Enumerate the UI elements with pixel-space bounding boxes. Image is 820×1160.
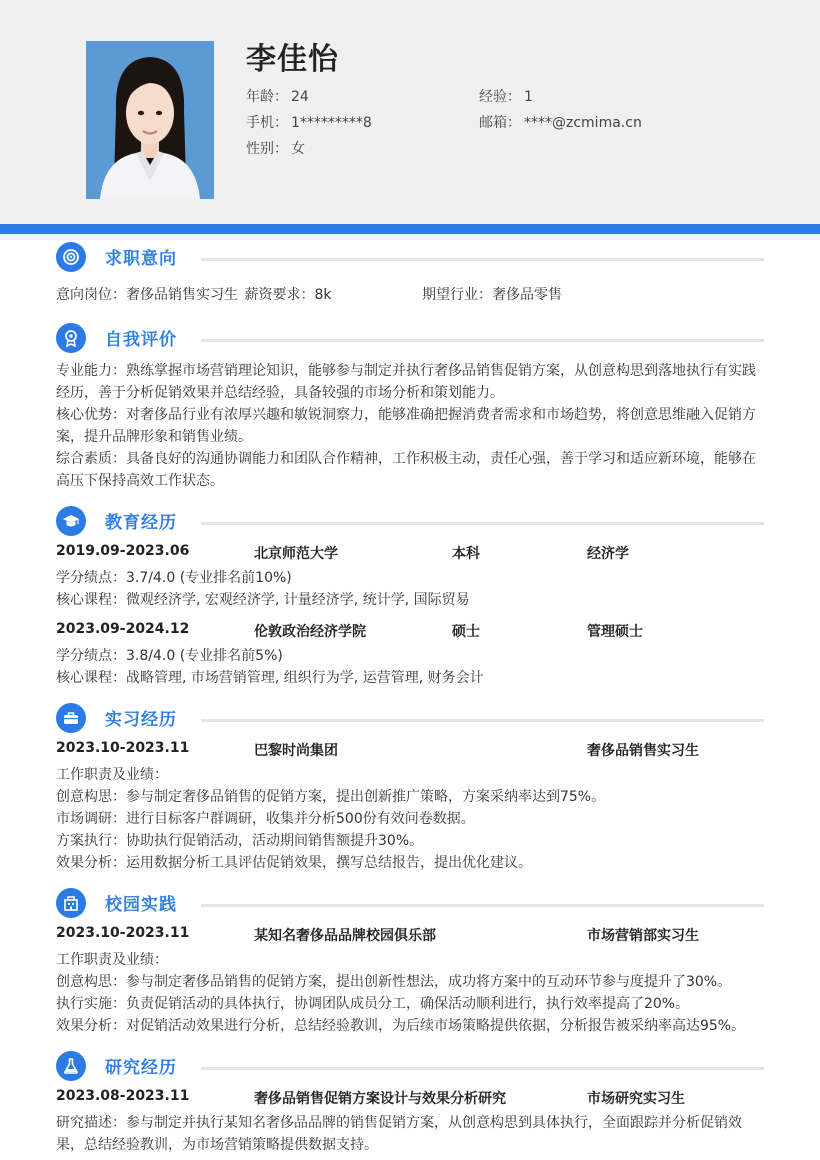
research-line: 研究描述：参与制定并执行某知名奢侈品品牌的销售促销方案，从创意构思到具体执行，全面跟踪并分析促销效	[56, 1115, 742, 1131]
internship-line: 效果分析：运用数据分析工具评估促销效果，撰写总结报告，提出优化建议。	[56, 855, 532, 871]
experience-field	[479, 86, 533, 106]
section-title: 实习经历	[105, 710, 177, 730]
self-eval-line: 核心优势：对奢侈品行业有浓厚兴趣和敏锐洞察力，能够准确把握消费者需求和市场趋势，将创意思维融入促销方	[56, 407, 756, 423]
education-date: 2019.09-2023.06	[56, 543, 190, 559]
section-divider	[201, 719, 764, 722]
phone-value: 1*********8	[291, 115, 372, 131]
campus-details	[56, 949, 766, 1037]
gender-label: 性别：	[246, 141, 288, 157]
education-courses: 核心课程：微观经济学, 宏观经济学, 计量经济学, 统计学, 国际贸易	[56, 592, 470, 608]
research-line: 果，总结经验教训，为市场营销策略提供数据支持。	[56, 1137, 378, 1153]
section-job-intent	[56, 242, 764, 274]
section-divider	[201, 904, 764, 907]
education-degree: 本科	[452, 546, 480, 562]
research-date: 2023.08-2023.11	[56, 1088, 190, 1104]
section-campus-practice	[56, 888, 764, 920]
intent-salary: 薪资要求：8k	[244, 287, 332, 303]
internship-role: 奢侈品销售实习生	[587, 743, 699, 759]
campus-organization: 某知名奢侈品品牌校园俱乐部	[254, 928, 436, 944]
internship-line: 工作职责及业绩：	[56, 767, 168, 783]
campus-date: 2023.10-2023.11	[56, 925, 190, 941]
section-title: 校园实践	[105, 895, 177, 915]
graduation-cap-icon	[56, 506, 86, 536]
job-intent-row	[56, 284, 766, 306]
education-school: 伦敦政治经济学院	[254, 624, 366, 640]
section-internship	[56, 703, 764, 735]
badge-icon	[56, 323, 86, 353]
campus-line: 创意构思：参与制定奢侈品销售的促销方案，提出创新性想法，成功将方案中的互动环节参与度提升了30%。	[56, 974, 732, 990]
internship-company: 巴黎时尚集团	[254, 743, 338, 759]
section-divider	[201, 1067, 764, 1070]
candidate-name: 李佳怡	[246, 42, 339, 77]
self-eval-line: 案，提升品牌形象和销售业绩。	[56, 429, 252, 445]
education-item-header	[56, 543, 766, 565]
header-accent-bar	[0, 224, 820, 234]
phone-field	[246, 112, 372, 132]
campus-header	[56, 925, 766, 947]
education-item-details	[56, 645, 766, 689]
campus-role: 市场营销部实习生	[587, 928, 699, 944]
section-title: 教育经历	[105, 513, 177, 533]
age-field	[246, 86, 309, 106]
phone-label: 手机：	[246, 115, 288, 131]
self-eval-line: 经历，善于分析促销效果并总结经验，具备较强的市场分析和策划能力。	[56, 385, 504, 401]
briefcase-icon	[56, 703, 86, 733]
gender-value: 女	[291, 141, 305, 157]
education-date: 2023.09-2024.12	[56, 621, 190, 637]
email-field	[479, 112, 642, 132]
section-divider	[201, 522, 764, 525]
self-evaluation-text	[56, 360, 766, 492]
flask-icon	[56, 1051, 86, 1081]
education-item-header	[56, 621, 766, 643]
section-divider	[201, 258, 764, 261]
intent-position: 意向岗位：奢侈品销售实习生	[56, 287, 238, 303]
education-gpa: 学分绩点：3.7/4.0 (专业排名前10%)	[56, 570, 292, 586]
education-item-details	[56, 567, 766, 611]
experience-label: 经验：	[479, 89, 521, 105]
section-title: 自我评价	[105, 330, 177, 350]
education-degree: 硕士	[452, 624, 480, 640]
email-value: ****@zcmima.cn	[524, 115, 642, 131]
age-value: 24	[291, 89, 309, 105]
campus-line: 工作职责及业绩：	[56, 952, 168, 968]
email-label: 邮箱：	[479, 115, 521, 131]
education-major: 管理硕士	[587, 624, 643, 640]
self-eval-line: 专业能力：熟练掌握市场营销理论知识，能够参与制定并执行奢侈品销售促销方案，从创意构思到落地执行有实践	[56, 363, 756, 379]
self-eval-line: 综合素质：具备良好的沟通协调能力和团队合作精神，工作积极主动，责任心强，善于学习和适应新环境，能够在	[56, 451, 756, 467]
campus-line: 效果分析：对促销活动效果进行分析，总结经验教训，为后续市场策略提供依据，分析报告被采纳率高达95%。	[56, 1018, 746, 1034]
internship-line: 创意构思：参与制定奢侈品销售的促销方案，提出创新推广策略，方案采纳率达到75%。	[56, 789, 606, 805]
gender-field	[246, 138, 305, 158]
research-header	[56, 1088, 766, 1110]
experience-value: 1	[524, 89, 533, 105]
education-school: 北京师范大学	[254, 546, 338, 562]
self-eval-line: 高压下保持高效工作状态。	[56, 473, 224, 489]
internship-details	[56, 764, 766, 874]
research-details	[56, 1112, 766, 1156]
education-major: 经济学	[587, 546, 629, 562]
section-title: 求职意向	[105, 249, 177, 269]
section-title: 研究经历	[105, 1058, 177, 1078]
profile-photo	[86, 41, 214, 199]
section-education	[56, 506, 764, 538]
internship-line: 市场调研：进行目标客户群调研，收集并分析500份有效问卷数据。	[56, 811, 475, 827]
header-pale-band	[0, 234, 820, 240]
research-project: 奢侈品销售促销方案设计与效果分析研究	[254, 1091, 506, 1107]
target-icon	[56, 242, 86, 272]
section-divider	[201, 339, 764, 342]
internship-header	[56, 740, 766, 762]
age-label: 年龄：	[246, 89, 288, 105]
section-self-evaluation	[56, 323, 764, 355]
education-courses: 核心课程：战略管理, 市场营销管理, 组织行为学, 运营管理, 财务会计	[56, 670, 484, 686]
education-gpa: 学分绩点：3.8/4.0 (专业排名前5%)	[56, 648, 283, 664]
building-icon	[56, 888, 86, 918]
internship-line: 方案执行：协助执行促销活动，活动期间销售额提升30%。	[56, 833, 424, 849]
section-research	[56, 1051, 764, 1083]
internship-date: 2023.10-2023.11	[56, 740, 190, 756]
research-role: 市场研究实习生	[587, 1091, 685, 1107]
intent-industry: 期望行业：奢侈品零售	[422, 287, 562, 303]
campus-line: 执行实施：负责促销活动的具体执行，协调团队成员分工，确保活动顺利进行，执行效率提高了20%。	[56, 996, 690, 1012]
